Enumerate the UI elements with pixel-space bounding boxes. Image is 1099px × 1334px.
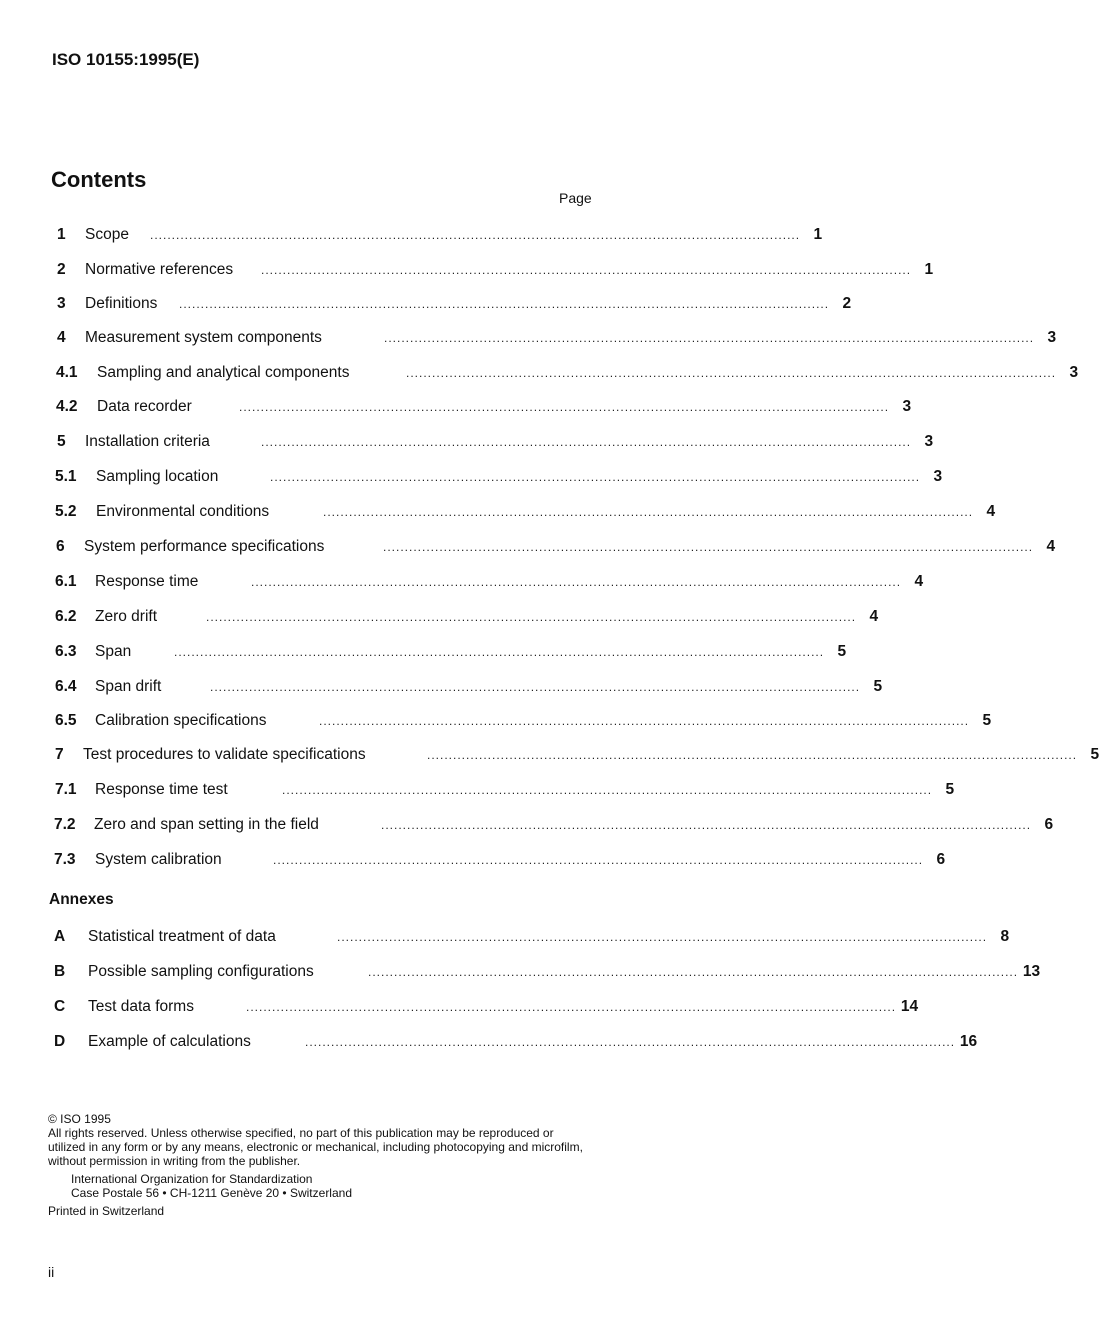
toc-entry-number: 5.2 xyxy=(55,503,77,520)
toc-entry-number: 6 xyxy=(56,538,65,555)
toc-entry-title: Definitions xyxy=(85,295,158,312)
toc-entry-title: Normative references xyxy=(85,261,234,278)
copyright-block xyxy=(48,1112,593,1218)
toc-entry-number: 5.1 xyxy=(55,468,77,485)
toc-entry-page: 2 xyxy=(842,295,852,312)
toc-entry-page: 1 xyxy=(924,261,934,278)
annex-entry-number: B xyxy=(54,963,66,980)
toc-entry-page: 3 xyxy=(924,433,934,450)
toc-entry-page: 5 xyxy=(982,712,992,729)
dot-leader: ...................................................................................................................................................... xyxy=(273,853,924,867)
toc-entry-number: 7.2 xyxy=(54,816,76,833)
dot-leader: ...................................................................................................................................................... xyxy=(174,645,825,659)
dot-leader: ...................................................................................................................................................... xyxy=(270,470,921,484)
toc-entry-title: Span xyxy=(95,643,132,660)
toc-entry-5 xyxy=(57,433,934,453)
annex-entry-page: 14 xyxy=(900,998,919,1015)
toc-entry-title: Calibration specifications xyxy=(95,712,267,729)
toc-entry-title: Span drift xyxy=(95,678,162,695)
toc-entry-number: 7 xyxy=(55,746,64,763)
toc-entry-5-2 xyxy=(55,503,996,523)
printed-note: Printed in Switzerland xyxy=(48,1204,165,1218)
document-id: ISO 10155:1995(E) xyxy=(52,50,200,69)
dot-leader: ...................................................................................................................................................... xyxy=(251,575,902,589)
dot-leader: ...................................................................................................................................................... xyxy=(384,331,1035,345)
toc-entry-title: Scope xyxy=(85,226,129,243)
toc-entry-page: 5 xyxy=(837,643,847,660)
toc-entry-7-1 xyxy=(55,781,955,801)
contents-title: Contents xyxy=(51,167,147,192)
toc-entry-number: 6.3 xyxy=(55,643,77,660)
toc-entry-title: Sampling location xyxy=(96,468,219,485)
toc-entry-page: 6 xyxy=(1044,816,1054,833)
toc-entry-page: 4 xyxy=(914,573,924,590)
toc-entry-title: Zero drift xyxy=(95,608,158,625)
dot-leader: ...................................................................................................................................................... xyxy=(381,818,1032,832)
toc-entry-6-4 xyxy=(55,678,883,698)
dot-leader: ...................................................................................................................................................... xyxy=(150,228,801,242)
toc-entry-title: Sampling and analytical components xyxy=(97,364,350,381)
toc-entry-number: 3 xyxy=(57,295,66,312)
toc-entry-number: 4.2 xyxy=(56,398,78,415)
toc-entry-title: Installation criteria xyxy=(85,433,210,450)
toc-entry-title: Data recorder xyxy=(97,398,192,415)
toc-entry-title: Response time test xyxy=(95,781,228,798)
annex-entry-number: C xyxy=(54,998,66,1015)
toc-entry-page: 3 xyxy=(933,468,943,485)
toc-entry-3 xyxy=(57,295,852,315)
toc-entry-number: 7.1 xyxy=(55,781,77,798)
toc-entry-4-1 xyxy=(56,364,1079,384)
dot-leader: ...................................................................................................................................................... xyxy=(261,435,912,449)
toc-entry-title: System calibration xyxy=(95,851,222,868)
toc-entry-title: Environmental conditions xyxy=(96,503,270,520)
annex-entry-title: Example of calculations xyxy=(88,1033,251,1050)
page-column-label: Page xyxy=(559,190,592,206)
toc-entry-title: Measurement system components xyxy=(85,329,322,346)
dot-leader: ...................................................................................................................................................... xyxy=(337,930,988,944)
dot-leader: ...................................................................................................................................................... xyxy=(179,297,830,311)
annex-entry-page: 13 xyxy=(1022,963,1041,980)
annexes-heading: Annexes xyxy=(49,891,114,908)
annex-entry-title: Possible sampling configurations xyxy=(88,963,314,980)
toc-entry-6 xyxy=(56,538,1056,558)
toc-entry-page: 3 xyxy=(1047,329,1057,346)
toc-entry-title: System performance specifications xyxy=(84,538,325,555)
toc-entry-page: 5 xyxy=(873,678,883,695)
page-number: ii xyxy=(48,1264,55,1280)
dot-leader: ...................................................................................................................................................... xyxy=(206,610,857,624)
dot-leader: ...................................................................................................................................................... xyxy=(239,400,890,414)
annex-entry-title: Test data forms xyxy=(88,998,194,1015)
toc-entry-number: 6.4 xyxy=(55,678,77,695)
toc-entry-6-5 xyxy=(55,712,992,732)
copyright-rights: All rights reserved. Unless otherwise specified, no part of this publication may be reproduced or utilized in any form or by any means, electronic or mechanical, including photocopying and microfilm, without permission in writing from the publisher. xyxy=(48,1126,583,1168)
toc-entry-4 xyxy=(57,329,1057,349)
toc-entry-number: 7.3 xyxy=(54,851,76,868)
dot-leader: ...................................................................................................................................................... xyxy=(319,714,970,728)
toc-entry-number: 6.2 xyxy=(55,608,77,625)
annex-entry-C xyxy=(54,998,919,1018)
dot-leader: ...................................................................................................................................................... xyxy=(368,965,1019,979)
annex-entry-page: 16 xyxy=(959,1033,978,1050)
toc-entry-1 xyxy=(57,226,823,246)
toc-entry-number: 5 xyxy=(57,433,66,450)
dot-leader: ...................................................................................................................................................... xyxy=(427,748,1078,762)
annex-entry-page: 8 xyxy=(1000,928,1010,945)
toc-entry-4-2 xyxy=(56,398,912,418)
toc-entry-page: 3 xyxy=(1069,364,1079,381)
dot-leader: ...................................................................................................................................................... xyxy=(261,263,912,277)
dot-leader: ...................................................................................................................................................... xyxy=(305,1035,956,1049)
toc-entry-page: 5 xyxy=(1090,746,1099,763)
toc-entry-title: Response time xyxy=(95,573,199,590)
toc-entry-page: 4 xyxy=(986,503,996,520)
toc-entry-title: Test procedures to validate specifications xyxy=(83,746,366,763)
annex-entry-title: Statistical treatment of data xyxy=(88,928,276,945)
organization-name: International Organization for Standardization xyxy=(71,1172,313,1186)
toc-entry-title: Zero and span setting in the field xyxy=(94,816,319,833)
toc-entry-7 xyxy=(55,746,1099,766)
organization-address: Case Postale 56 • CH-1211 Genève 20 • Switzerland xyxy=(71,1186,352,1200)
toc-entry-page: 4 xyxy=(869,608,879,625)
dot-leader: ...................................................................................................................................................... xyxy=(323,505,974,519)
toc-entry-number: 2 xyxy=(57,261,66,278)
dot-leader: ...................................................................................................................................................... xyxy=(246,1000,897,1014)
toc-entry-number: 1 xyxy=(57,226,66,243)
toc-entry-page: 1 xyxy=(813,226,823,243)
toc-entry-number: 4 xyxy=(57,329,66,346)
copyright-notice: © ISO 1995 xyxy=(48,1112,111,1126)
toc-entry-5-1 xyxy=(55,468,943,488)
toc-entry-page: 4 xyxy=(1046,538,1056,555)
dot-leader: ...................................................................................................................................................... xyxy=(282,783,933,797)
toc-entry-page: 3 xyxy=(902,398,912,415)
annex-entry-B xyxy=(54,963,1041,983)
dot-leader: ...................................................................................................................................................... xyxy=(406,366,1057,380)
dot-leader: ...................................................................................................................................................... xyxy=(210,680,861,694)
toc-entry-7-3 xyxy=(54,851,946,871)
toc-entry-number: 4.1 xyxy=(56,364,78,381)
toc-entry-number: 6.1 xyxy=(55,573,77,590)
toc-entry-7-2 xyxy=(54,816,1054,836)
annex-entry-number: A xyxy=(54,928,66,945)
toc-entry-page: 5 xyxy=(945,781,955,798)
toc-entry-number: 6.5 xyxy=(55,712,77,729)
annex-entry-D xyxy=(54,1033,978,1053)
toc-entry-2 xyxy=(57,261,934,281)
annex-entry-A xyxy=(54,928,1010,948)
dot-leader: ...................................................................................................................................................... xyxy=(383,540,1034,554)
toc-entry-6-2 xyxy=(55,608,879,628)
toc-entry-6-1 xyxy=(55,573,924,593)
toc-entry-6-3 xyxy=(55,643,847,663)
annex-entry-number: D xyxy=(54,1033,66,1050)
toc-entry-page: 6 xyxy=(936,851,946,868)
